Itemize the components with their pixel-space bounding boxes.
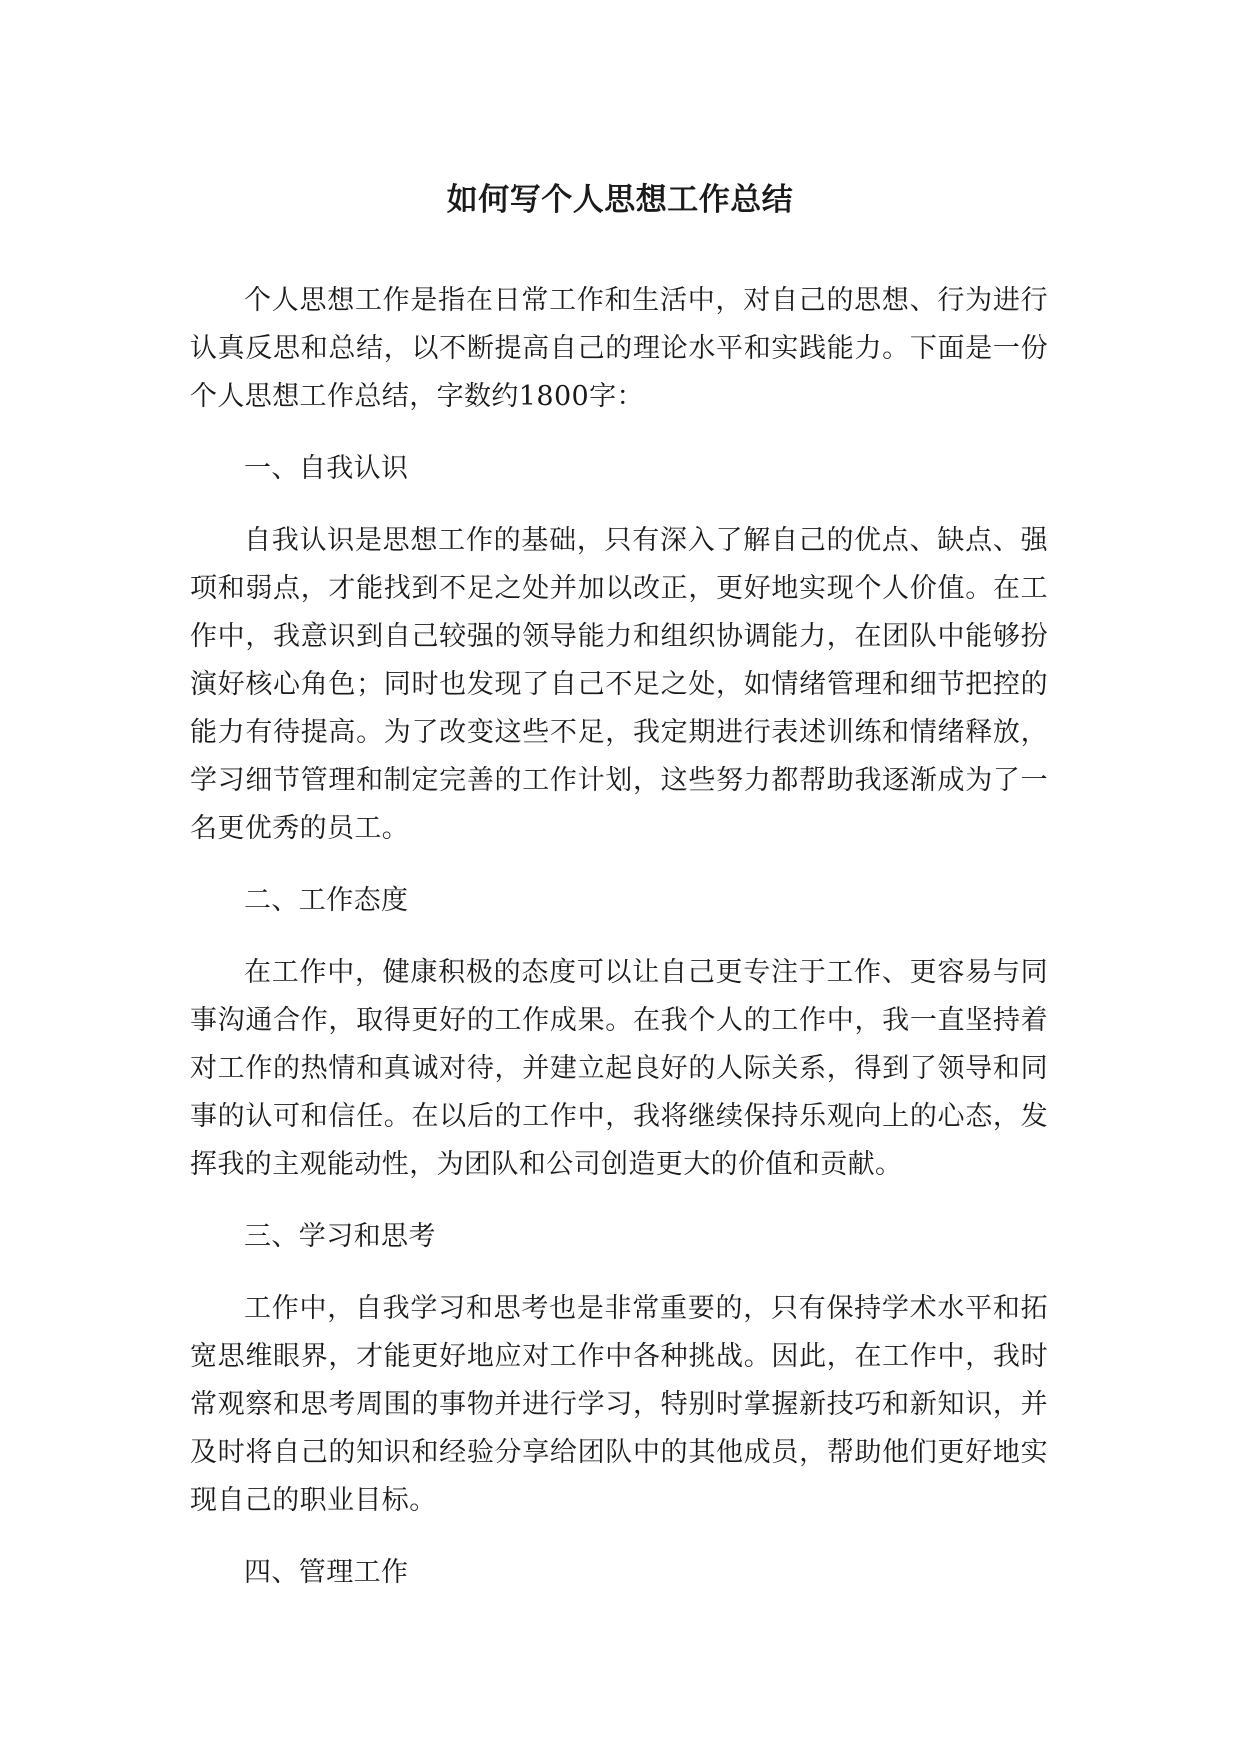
- intro-paragraph: 个人思想工作是指在日常工作和生活中，对自己的思想、行为进行认真反思和总结，以不断提高自己的理论水平和实践能力。下面是一份个人思想工作总结，字数约1800字：: [190, 285, 1048, 412]
- section-body-learning: 工作中，自我学习和思考也是非常重要的，只有保持学术水平和拓宽思维眼界，才能更好地应对工作中各种挑战。因此，在工作中，我时常观察和思考周围的事物并进行学习，特别时掌握新技巧和新知识，并及时将自己的知识和经验分享给团队中的其他成员，帮助他们更好地实现自己的职业目标。: [190, 1293, 1048, 1516]
- section-heading-management: 四、管理工作: [244, 1557, 409, 1588]
- section-body-work-attitude: 在工作中，健康积极的态度可以让自己更专注于工作、更容易与同事沟通合作，取得更好的工作成果。在我个人的工作中，我一直坚持着对工作的热情和真诚对待，并建立起良好的人际关系，得到了领导和同事的认可和信任。在以后的工作中，我将继续保持乐观向上的心态，发挥我的主观能动性，为团队和公司创造更大的价值和贡献。: [190, 957, 1048, 1180]
- document-title: 如何写个人思想工作总结: [446, 182, 794, 218]
- section-heading-work-attitude: 二、工作态度: [244, 885, 409, 916]
- section-body-self-awareness: 自我认识是思想工作的基础，只有深入了解自己的优点、缺点、强项和弱点，才能找到不足之处并加以改正，更好地实现个人价值。在工作中，我意识到自己较强的领导能力和组织协调能力，在团队中能够扮演好核心角色；同时也发现了自己不足之处，如情绪管理和细节把控的能力有待提高。为了改变这些不足，我定期进行表述训练和情绪释放，学习细节管理和制定完善的工作计划，这些努力都帮助我逐渐成为了一名更优秀的员工。: [190, 525, 1048, 844]
- section-heading-learning: 三、学习和思考: [244, 1221, 436, 1252]
- section-heading-self-awareness: 一、自我认识: [244, 453, 409, 484]
- document-body: [190, 277, 1048, 1621]
